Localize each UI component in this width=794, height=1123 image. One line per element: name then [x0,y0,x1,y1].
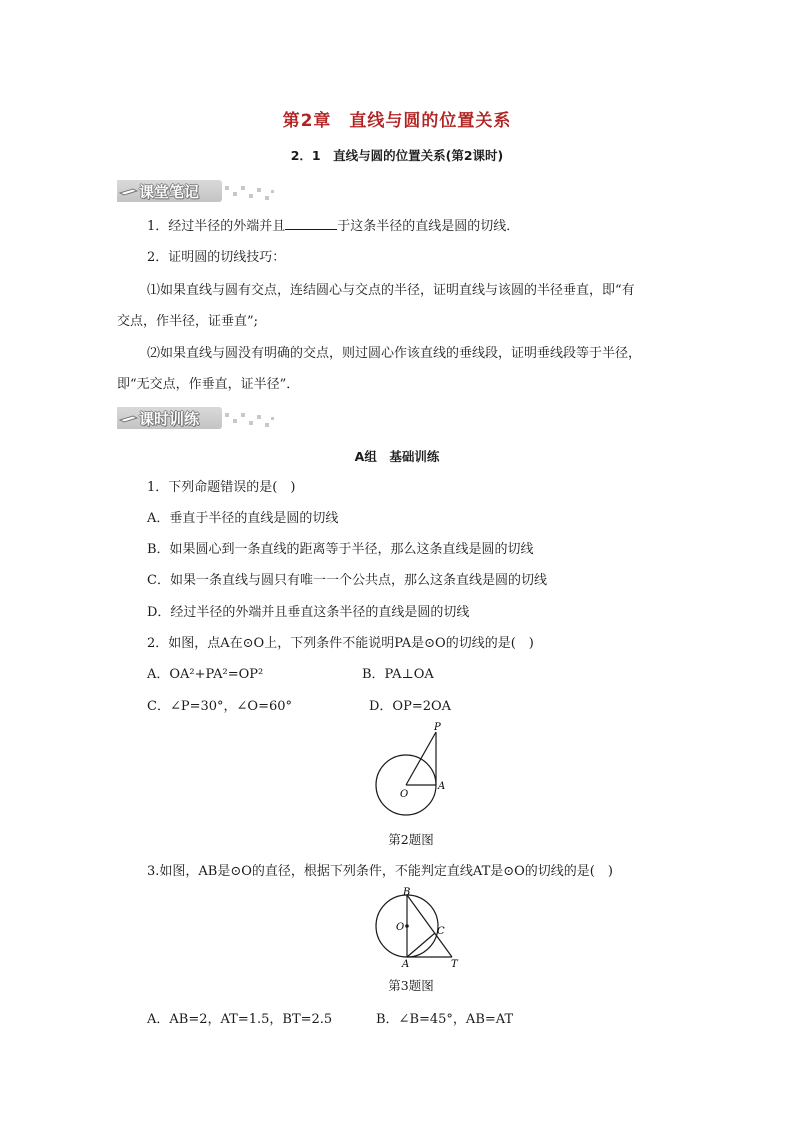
q3-figure [365,886,465,970]
q2-option-d: D．OP=2OA [369,699,452,714]
notes-item-1-suffix: 于这条半径的直线是圆的切线． [337,219,520,234]
answer-blank [285,217,337,230]
label-o: O [396,922,405,933]
label-p: P [434,722,441,733]
notes-banner [117,180,277,204]
pen-icon [119,414,139,424]
notes-banner-label: 课堂笔记 [139,183,200,201]
label-a: A [438,781,446,792]
label-c: C [437,926,445,937]
label-a: A [402,959,410,970]
q3-option-a: A．AB=2，AT=1.5，BT=2.5 [147,1012,333,1027]
chapter-title: 第2章 直线与圆的位置关系 [282,111,512,131]
pen-icon [119,187,139,197]
q2-option-c: C．∠P=30°，∠O=60° [147,699,293,714]
q3-stem: 3.如图，AB是⊙O的直径，根据下列条件，不能判定直线AT是⊙O的切线的是( ) [147,864,613,879]
q2-stem: 2．如图，点A在⊙O上，下列条件不能说明PA是⊙O的切线的是( ) [147,636,534,651]
banner-dots-decoration [223,409,277,429]
label-o: O [400,789,409,800]
notes-item-2-1-line-1: ⑴如果直线与圆有交点，连结圆心与交点的半径，证明直线与该圆的半径垂直，即“有 [147,283,635,298]
q3-caption: 第3题图 [388,978,434,993]
q2-option-b: B．PA⊥OA [362,667,434,682]
group-title: A组 基础训练 [354,449,440,464]
center-dot [405,924,409,928]
q1-option-b: B．如果圆心到一条直线的距离等于半径，那么这条直线是圆的切线 [147,542,534,557]
q1-option-d: D．经过半径的外端并且垂直这条半径的直线是圆的切线 [147,605,470,620]
notes-item-2-2-line-2: 即“无交点，作垂直，证半径”． [117,377,300,392]
label-t: T [451,959,458,970]
q2-option-a: A．OA²+PA²=OP² [147,667,264,682]
section-title: 2．1 直线与圆的位置关系(第2课时) [290,148,504,163]
q3-option-b: B．∠B=45°，AB=AT [376,1012,514,1027]
q2-figure [370,722,460,822]
q1-option-c: C．如果一条直线与圆只有唯一一个公共点，那么这条直线是圆的切线 [147,573,547,588]
segment-op [406,732,436,785]
practice-banner [117,407,277,431]
label-b: B [403,887,411,898]
notes-item-2-2-line-1: ⑵如果直线与圆没有明确的交点，则过圆心作该直线的垂线段，证明垂线段等于半径， [147,346,642,361]
practice-banner-label: 课时训练 [139,410,200,428]
notes-item-2-1-line-2: 交点，作半径，证垂直”; [117,314,259,329]
q2-caption: 第2题图 [388,832,434,847]
notes-item-2: 2．证明圆的切线技巧： [147,250,286,265]
notes-item-1 [147,217,707,237]
notes-item-1-prefix: 1．经过半径的外端并且 [147,219,286,234]
q1-stem: 1．下列命题错误的是( ) [147,480,296,495]
q1-option-a: A．垂直于半径的直线是圆的切线 [147,511,339,526]
banner-dots-decoration [223,182,277,202]
